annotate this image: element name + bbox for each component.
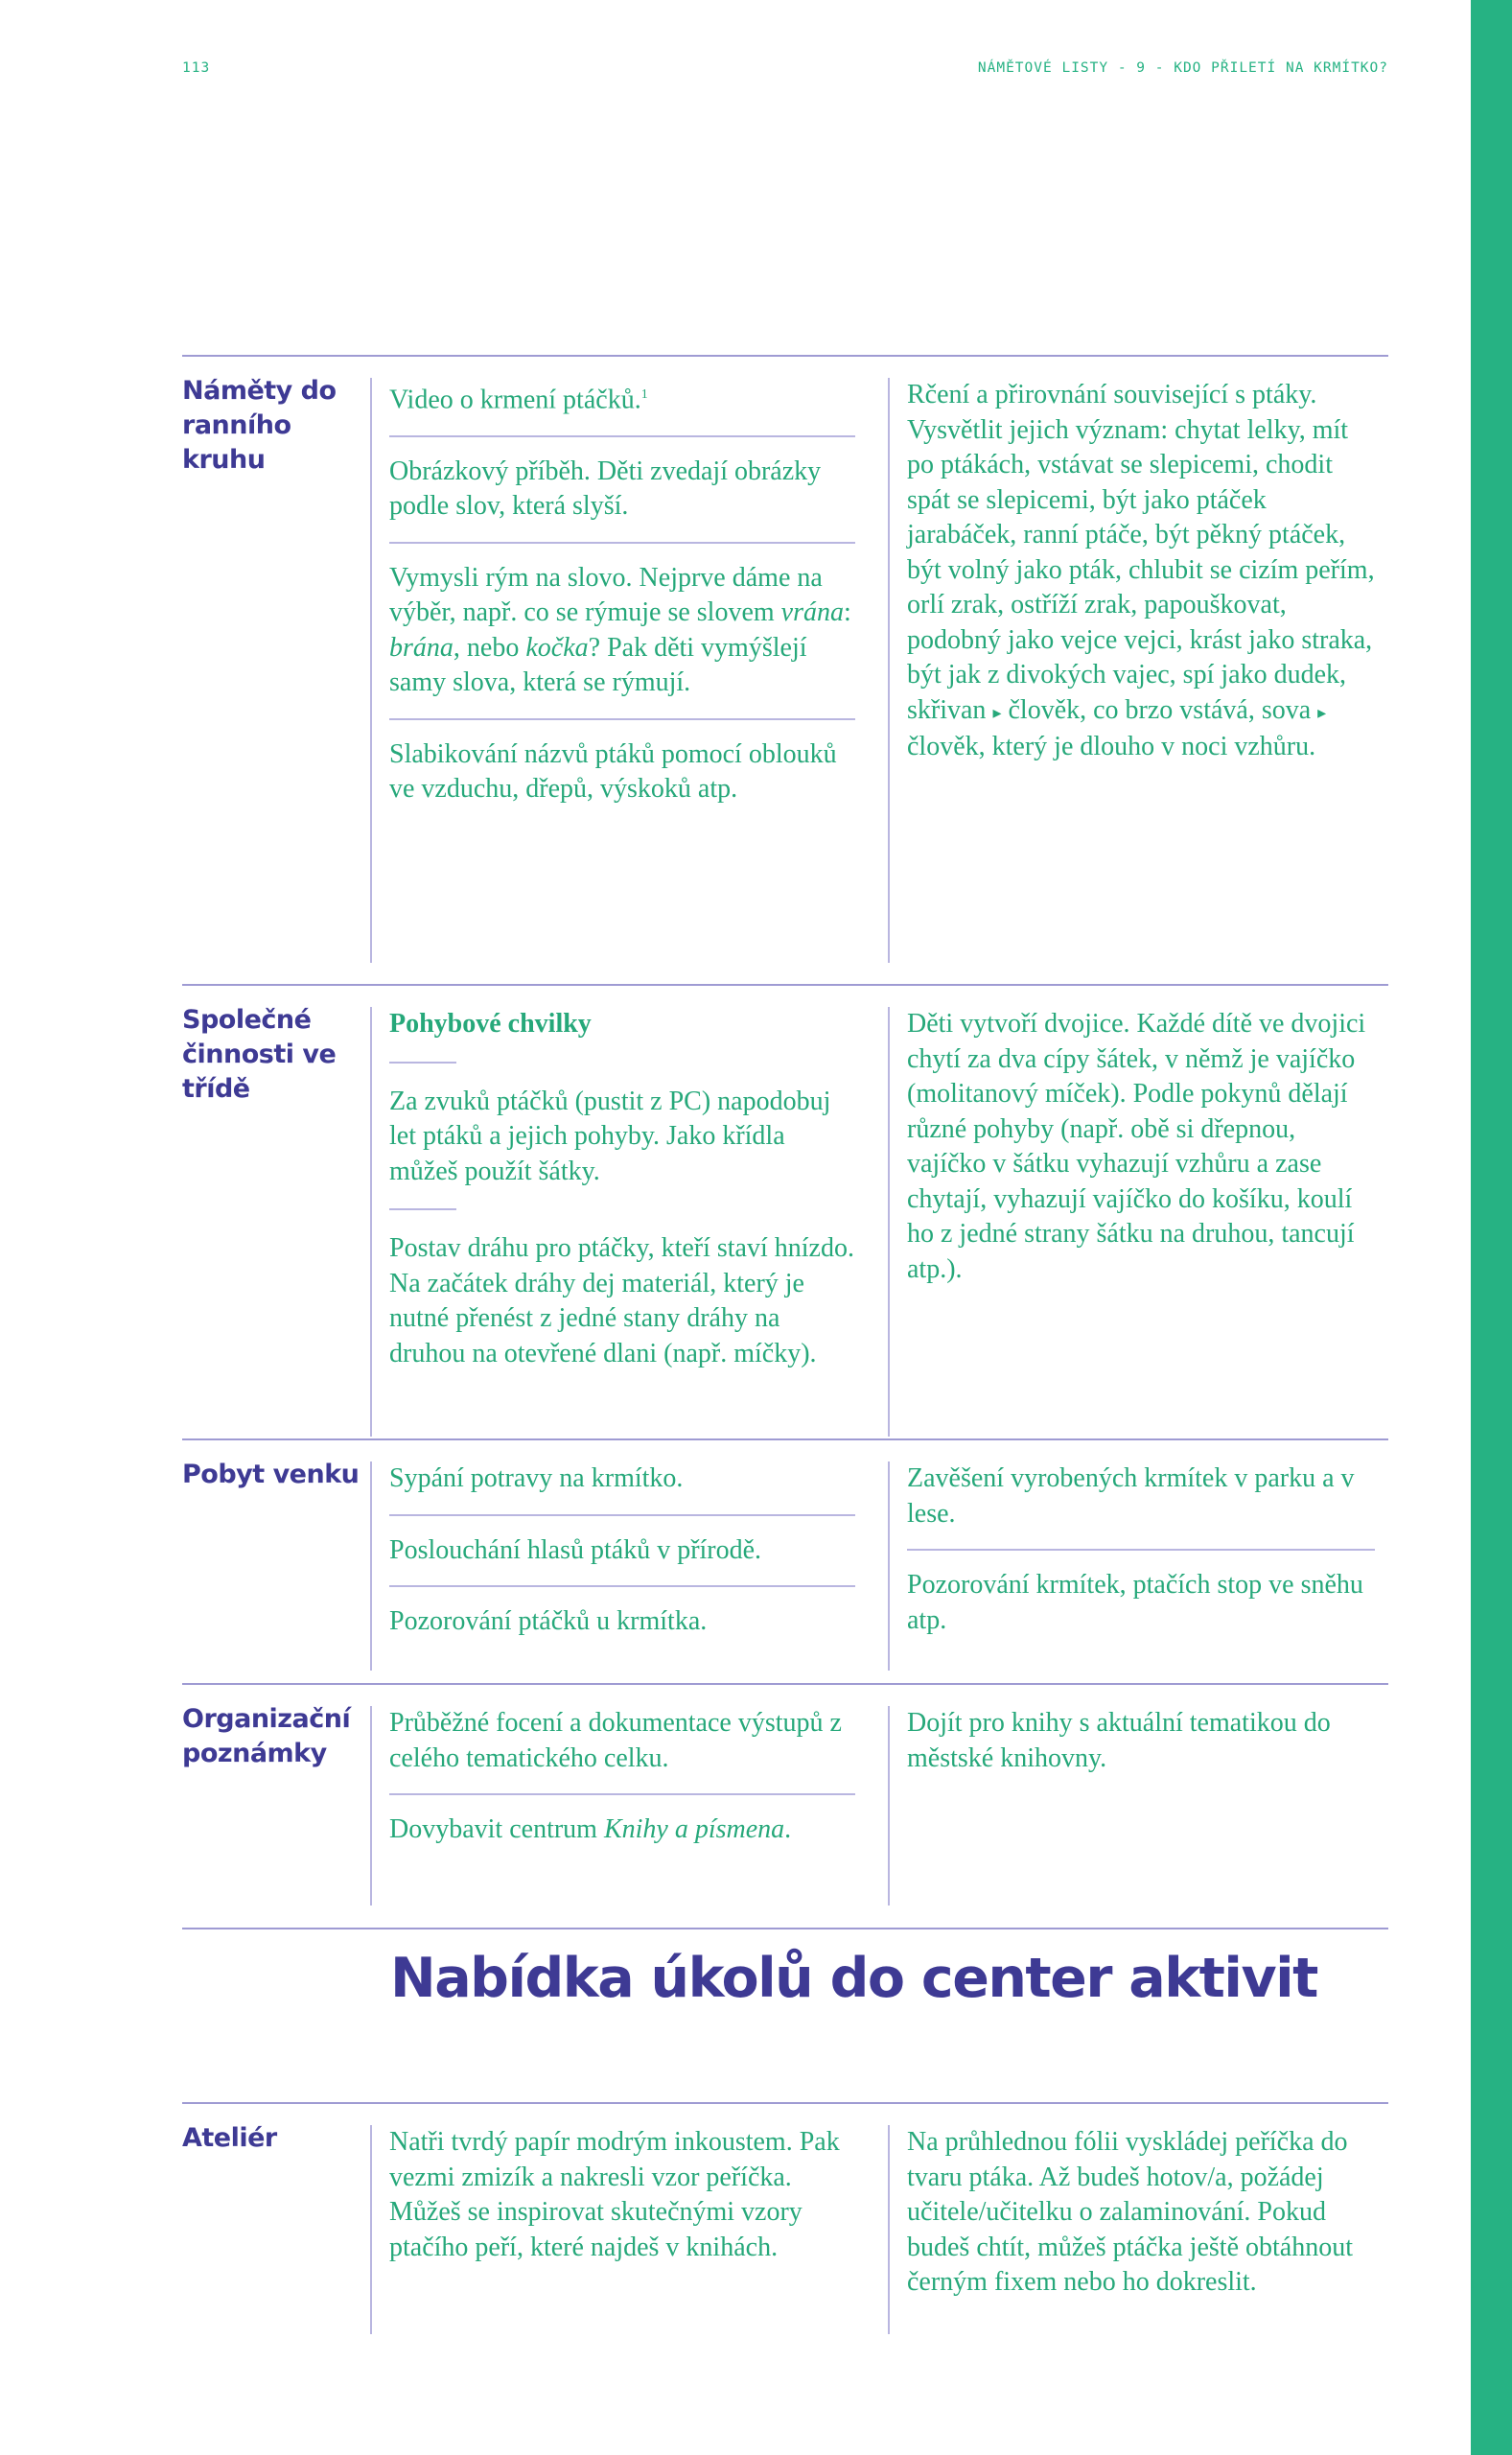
column-1 — [370, 378, 869, 963]
list-item: Video o krmení ptáčků.$^1$ — [389, 378, 855, 437]
column-2 — [888, 2125, 1388, 2334]
section-morning-circle — [182, 355, 1388, 963]
page-edge-color-band — [1471, 0, 1512, 2455]
column-1 — [370, 1461, 869, 1671]
column-2 — [888, 1007, 1388, 1437]
list-item: Pozorování krmítek, ptačích stop ve sněhu atp. — [907, 1570, 1363, 1635]
arrow-right-icon: ▸ — [1317, 702, 1327, 722]
footnote-marker[interactable]: 1 — [640, 387, 648, 402]
section-org-notes — [182, 1683, 1388, 1906]
column-1 — [370, 1007, 869, 1437]
list-item: Děti vytvoří dvojice. Každé dítě ve dvojici chytí za dva cípy šátek, v němž je vajíčko (molitanový míček). Podle pokynů dělají různé pohyby (např. obě si dřepnou, vajíčko v šátku vyhazují vzhůru a zase chytají, vyhazují vajíčko do košíku, koulí ho z jedné strany šátku na druhou, tancují atp.). — [907, 1009, 1366, 1284]
section-label: Organizační poznámky — [182, 1704, 351, 1768]
list-item: Poslouchání hlasů ptáků v přírodě. — [389, 1533, 855, 1588]
list-item: Obrázkový příběh. Děti zvedají obrázky podle slov, která slyší. — [389, 455, 855, 544]
list-item: Průběžné focení a dokumentace výstupů z celého tematického celku. — [389, 1706, 855, 1795]
list-item: Dovybavit centrum Knihy a písmena. — [389, 1814, 792, 1844]
divider — [182, 1928, 1388, 1929]
section-outdoors — [182, 1438, 1388, 1671]
list-item: Pozorování ptáčků u krmítka. — [389, 1606, 708, 1636]
section-label: Společné činnosti ve třídě — [182, 1005, 337, 1104]
short-divider — [389, 1062, 456, 1064]
running-header — [182, 60, 1388, 76]
section-class-activities — [182, 984, 1388, 1437]
list-item: Rčení a přirovnání související s ptáky. Vysvětlit jejich význam: chytat lelky, mít po ptákách, vstávat se slepicemi, chodit spát se slepicemi, být jako ptáček jarabáček, ranní ptáče, být pěkný ptáček, být volný jako pták, chlubit se cizím peřím, orlí zrak, ostříží zrak, papouškovat, podobný jako vejce vejci, krást jako straka, být jak z divokých vajec, spí jako dudek, skřivan ▸ člověk, co brzo vstává, sova ▸ člověk, který je dlouho v noci vzhůru. — [907, 380, 1375, 761]
short-divider — [389, 1208, 456, 1210]
list-item: Zavěšení vyrobených krmítek v parku a v lese. — [907, 1461, 1375, 1551]
list-item: Vymysli rým na slovo. Nejprve dáme na výběr, např. co se rýmuje se slovem vrána: brána, nebo kočka? Pak děti vymýšlejí samy slova, která se rýmují. — [389, 561, 855, 720]
page-number: 113 — [182, 60, 211, 76]
column-1 — [370, 2125, 869, 2334]
list-item: Sypání potravy na krmítko. — [389, 1461, 855, 1516]
list-item: Dojít pro knihy s aktuální tematikou do městské knihovny. — [907, 1708, 1331, 1773]
section-title: Nabídka úkolů do center aktivit — [390, 1947, 1317, 2010]
column-2 — [888, 1706, 1388, 1906]
section-atelier — [182, 2102, 1388, 2334]
column-1 — [370, 1706, 869, 1906]
arrow-right-icon: ▸ — [992, 702, 1002, 722]
section-label: Ateliér — [182, 2123, 277, 2153]
running-title: NÁMĚTOVÉ LISTY - 9 - KDO PŘILETÍ NA KRMÍTKO? — [977, 60, 1388, 76]
subheading: Pohybové chvilky — [389, 1009, 592, 1039]
column-2 — [888, 378, 1388, 963]
column-2 — [888, 1461, 1388, 1671]
section-label: Pobyt venku — [182, 1460, 360, 1489]
list-item: Za zvuků ptáčků (pustit z PC) napodobuj let ptáků a jejich pohyby. Jako křídla můžeš použít šátky. — [389, 1086, 831, 1186]
section-label: Náměty do ranního kruhu — [182, 376, 337, 475]
list-item: Natři tvrdý papír modrým inkoustem. Pak vezmi zmizík a nakresli vzor peříčka. Můžeš se inspirovat skutečnými vzory ptačího peří, které najdeš v knihách. — [389, 2127, 840, 2262]
list-item: Na průhlednou fólii vyskládej peříčka do tvaru ptáka. Až budeš hotov/a, požádej učitele/učitelku o zalaminování. Pokud budeš chtít, můžeš ptáčka ještě obtáhnout černým fixem nebo ho dokreslit. — [907, 2127, 1353, 2297]
list-item: Postav dráhu pro ptáčky, kteří staví hnízdo. Na začátek dráhy dej materiál, který je nutné přenést z jedné stany dráhy na druhou na otevřené dlani (např. míčky). — [389, 1233, 854, 1368]
list-item: Slabikování názvů ptáků pomocí oblouků ve vzduchu, dřepů, výskoků atp. — [389, 738, 837, 805]
